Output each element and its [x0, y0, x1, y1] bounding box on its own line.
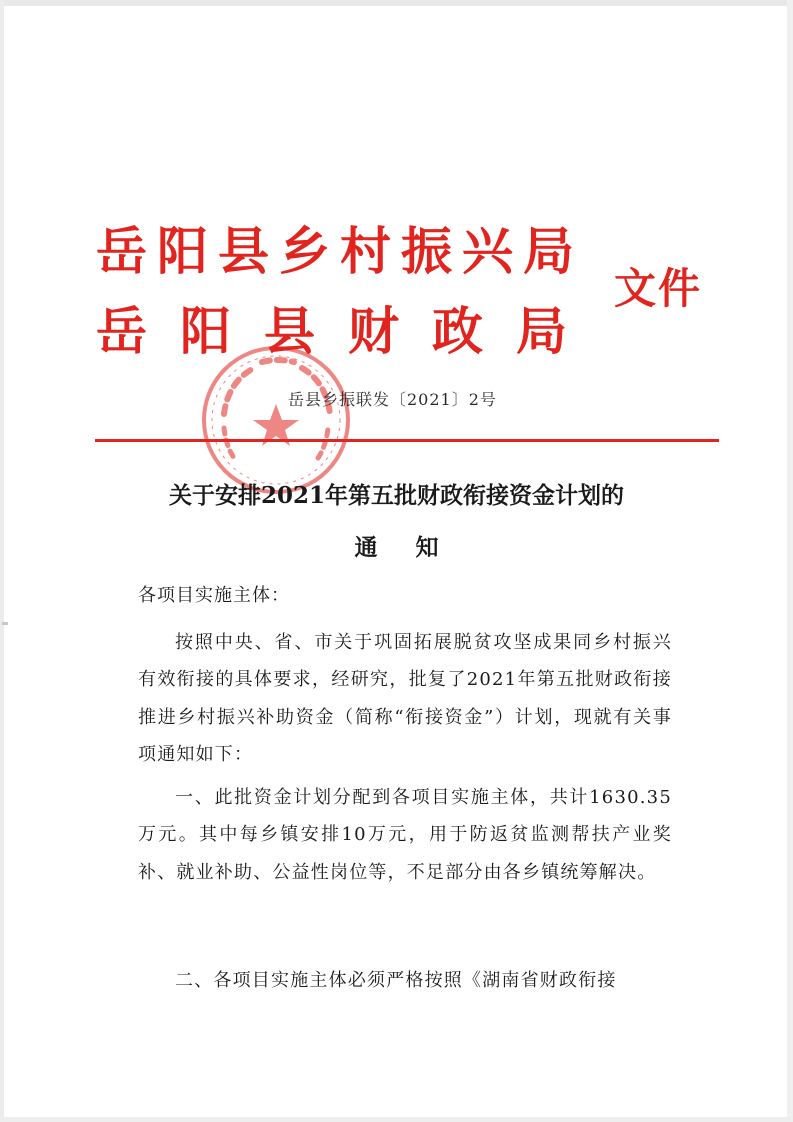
document-title-notice: 通知 — [354, 534, 477, 561]
body-paragraph: 二、各项目实施主体必须严格按照《湖南省财政衔接 — [175, 970, 617, 991]
body-paragraph: 按照中央、省、市关于巩固拓展脱贫攻坚成果同乡村振兴有效衔接的具体要求，经研究，批复了2021年第五批财政衔接推进乡村振兴补助资金（简称“衔接资金”）计划，现就有关事项通知如下： — [138, 632, 672, 765]
official-seal — [198, 342, 354, 498]
document-type-label: 文件 — [614, 264, 703, 313]
scan-speck — [2, 622, 8, 625]
issuer-line-rural-revitalization-bureau: 岳阳县乡村振兴局 — [96, 222, 585, 282]
seal-ring-lettering-left — [224, 368, 254, 414]
seal-ring-lettering-lower-right — [318, 428, 328, 458]
issuer-line-finance-bureau: 岳阳县财政局 — [96, 302, 601, 362]
document-number: 岳县乡振联发〔2021〕2号 — [288, 390, 497, 409]
document-title: 关于安排2021年第五批财政衔接资金计划的 — [168, 482, 624, 509]
body-paragraph: 一、此批资金计划分配到各项目实施主体，共计1630.35万元。其中每乡镇安排10万元，用于防返贫监测帮扶产业奖补、就业补助、公益性岗位等，不足部分由各乡镇统筹解决。 — [138, 787, 672, 883]
salutation: 各项目实施主体： — [138, 585, 290, 606]
scan-edge-top — [0, 0, 793, 6]
seal-ring-lettering-top — [262, 360, 294, 362]
seal-ring-lettering-lower-left — [224, 428, 234, 458]
red-separator-line — [95, 439, 719, 442]
scan-edge-bottom — [0, 1117, 793, 1122]
